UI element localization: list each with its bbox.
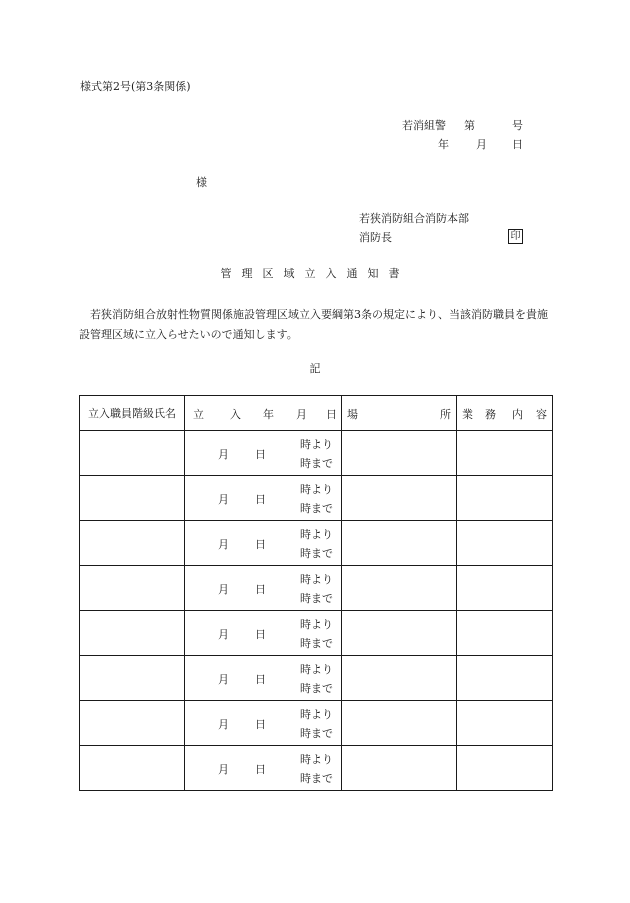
month-label: 月 bbox=[218, 718, 229, 731]
reference-suffix: 号 bbox=[512, 119, 523, 132]
datetime-cell bbox=[185, 656, 342, 701]
time-until-label: 時まで bbox=[300, 682, 333, 695]
notice-table bbox=[79, 395, 553, 791]
ki-heading: 記 bbox=[309, 362, 321, 375]
form-label: 様式第2号(第3条関係) bbox=[80, 80, 191, 93]
time-from-label: 時より bbox=[300, 528, 333, 541]
time-from-label: 時より bbox=[300, 483, 333, 496]
staff-cell bbox=[80, 431, 185, 476]
datetime-cell bbox=[185, 611, 342, 656]
time-from-label: 時より bbox=[300, 753, 333, 766]
header-staff: 立入職員階級氏名 bbox=[80, 396, 185, 431]
datetime-cell bbox=[185, 566, 342, 611]
time-until-label: 時まで bbox=[300, 457, 333, 470]
month-label: 月 bbox=[218, 583, 229, 596]
day-label: 日 bbox=[255, 583, 266, 596]
staff-cell bbox=[80, 701, 185, 746]
month-label: 月 bbox=[218, 538, 229, 551]
place-cell bbox=[342, 746, 457, 791]
time-from-label: 時より bbox=[300, 708, 333, 721]
place-cell bbox=[342, 701, 457, 746]
date-year: 年 bbox=[438, 138, 449, 151]
time-until-label: 時まで bbox=[300, 502, 333, 515]
place-cell bbox=[342, 431, 457, 476]
work-cell bbox=[457, 611, 553, 656]
month-label: 月 bbox=[218, 448, 229, 461]
table-row bbox=[80, 611, 553, 656]
staff-cell bbox=[80, 611, 185, 656]
place-cell bbox=[342, 476, 457, 521]
work-cell bbox=[457, 521, 553, 566]
table-row bbox=[80, 746, 553, 791]
date-day: 日 bbox=[512, 138, 523, 151]
document-title: 管理区域立入通知書 bbox=[220, 267, 410, 280]
month-label: 月 bbox=[218, 628, 229, 641]
day-label: 日 bbox=[255, 493, 266, 506]
datetime-cell bbox=[185, 701, 342, 746]
work-cell bbox=[457, 566, 553, 611]
time-from-label: 時より bbox=[300, 438, 333, 451]
staff-cell bbox=[80, 521, 185, 566]
datetime-cell bbox=[185, 521, 342, 566]
datetime-cell bbox=[185, 476, 342, 521]
month-label: 月 bbox=[218, 493, 229, 506]
work-cell bbox=[457, 746, 553, 791]
time-from-label: 時より bbox=[300, 663, 333, 676]
work-cell bbox=[457, 701, 553, 746]
work-cell bbox=[457, 656, 553, 701]
staff-cell bbox=[80, 656, 185, 701]
addressee-suffix: 様 bbox=[196, 176, 207, 189]
day-label: 日 bbox=[255, 673, 266, 686]
table-row bbox=[80, 656, 553, 701]
date-month: 月 bbox=[476, 138, 487, 151]
sender-title: 消防長 bbox=[359, 231, 392, 244]
body-text: 若狭消防組合放射性物質関係施設管理区域立入要綱第3条の規定により、当該消防職員を貴施設管理区域に立入らせたいので通知します。 bbox=[79, 308, 548, 341]
time-until-label: 時まで bbox=[300, 727, 333, 740]
day-label: 日 bbox=[255, 763, 266, 776]
time-until-label: 時まで bbox=[300, 772, 333, 785]
place-cell bbox=[342, 611, 457, 656]
datetime-cell bbox=[185, 431, 342, 476]
staff-cell bbox=[80, 746, 185, 791]
place-cell bbox=[342, 521, 457, 566]
month-label: 月 bbox=[218, 763, 229, 776]
header-work: 業 務 内 容 bbox=[457, 396, 553, 431]
place-cell bbox=[342, 566, 457, 611]
datetime-cell bbox=[185, 746, 342, 791]
day-label: 日 bbox=[255, 718, 266, 731]
reference-prefix: 若消組警 bbox=[402, 119, 446, 132]
work-cell bbox=[457, 431, 553, 476]
seal-mark: 印 bbox=[508, 229, 523, 244]
time-from-label: 時より bbox=[300, 618, 333, 631]
reference-number-label: 第 bbox=[464, 119, 475, 132]
table-row bbox=[80, 701, 553, 746]
table-row bbox=[80, 431, 553, 476]
time-until-label: 時まで bbox=[300, 592, 333, 605]
day-label: 日 bbox=[255, 448, 266, 461]
table-row bbox=[80, 566, 553, 611]
place-cell bbox=[342, 656, 457, 701]
table-header-row bbox=[80, 396, 553, 431]
time-until-label: 時まで bbox=[300, 637, 333, 650]
table-row bbox=[80, 521, 553, 566]
time-from-label: 時より bbox=[300, 573, 333, 586]
staff-cell bbox=[80, 566, 185, 611]
day-label: 日 bbox=[255, 538, 266, 551]
time-until-label: 時まで bbox=[300, 547, 333, 560]
month-label: 月 bbox=[218, 673, 229, 686]
sender-organization: 若狭消防組合消防本部 bbox=[359, 212, 469, 225]
header-place: 場 所 bbox=[342, 396, 457, 431]
day-label: 日 bbox=[255, 628, 266, 641]
staff-cell bbox=[80, 476, 185, 521]
table-row bbox=[80, 476, 553, 521]
work-cell bbox=[457, 476, 553, 521]
header-datetime: 立 入 年 月 日 bbox=[185, 396, 342, 431]
